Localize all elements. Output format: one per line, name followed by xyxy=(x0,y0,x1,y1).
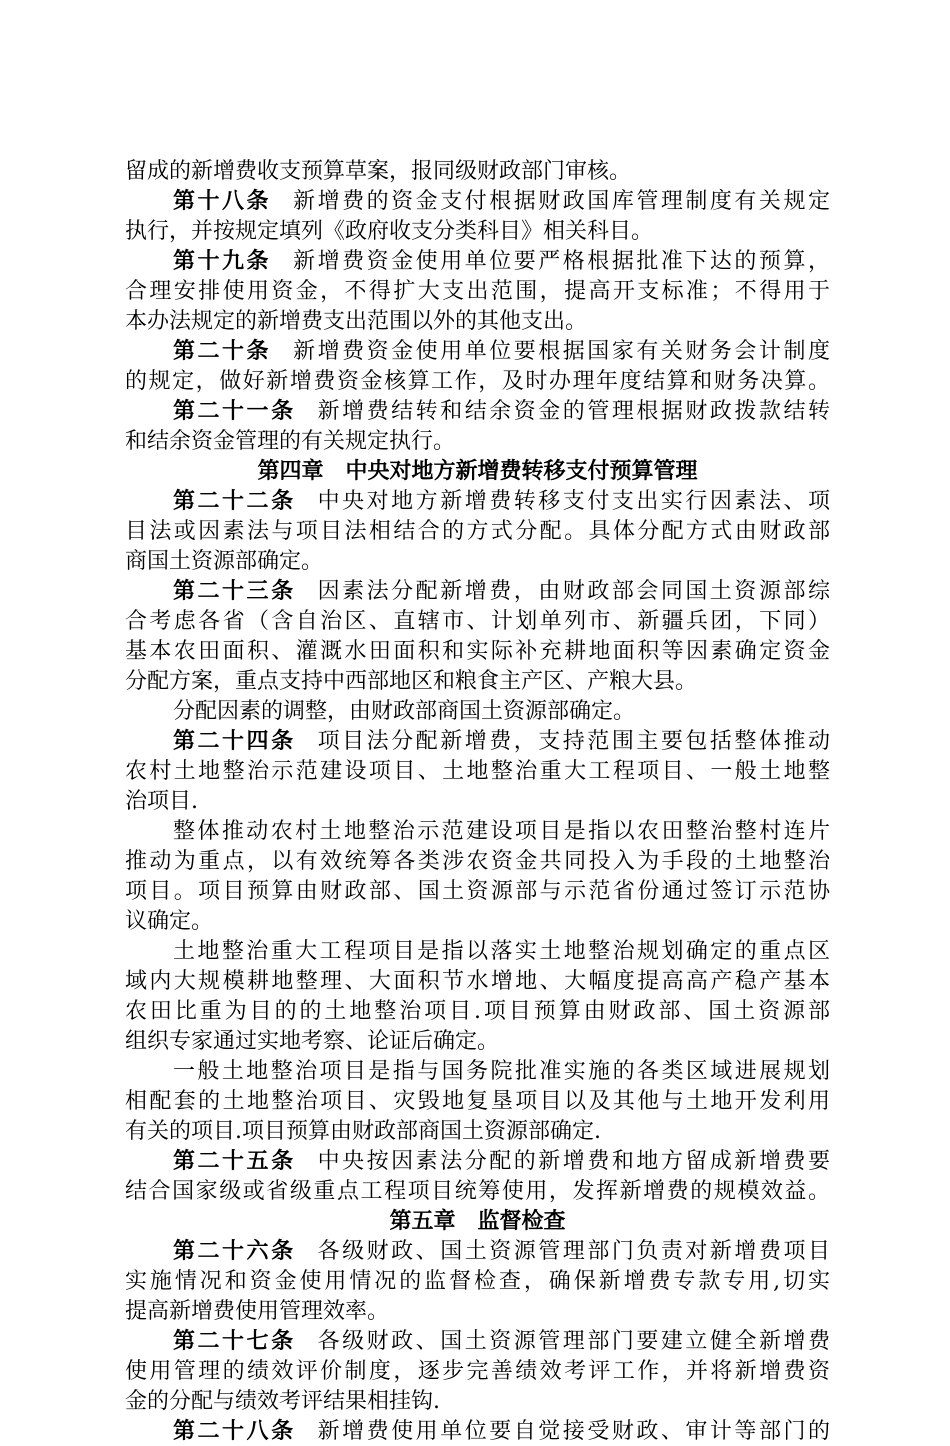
text-line: 本办法规定的新增费支出范围以外的其他支出。 xyxy=(125,309,588,334)
text-line: 商国土资源部确定。 xyxy=(125,549,324,574)
article-number: 第十八条 xyxy=(173,189,272,214)
text-line: 域内大规模耕地整理、大面积节水增地、大幅度提高高产稳产基本 xyxy=(125,969,830,994)
article-26: 第二十六条 各级财政、国土资源管理部门负责对新增费项目 xyxy=(173,1239,830,1264)
article-number: 第二十五条 xyxy=(173,1149,296,1174)
article-24: 第二十四条 项目法分配新增费，支持范围主要包括整体推动 xyxy=(173,729,830,754)
article-21: 第二十一条 新增费结转和结余资金的管理根据财政拨款结转 xyxy=(173,399,830,424)
text-line: 合考虑各省（含自治区、直辖市、计划单列市、新疆兵团，下同） xyxy=(125,609,830,634)
text-line: 整体推动农村土地整治示范建设项目是指以农田整治整村连片 xyxy=(173,819,830,844)
text-line: 留成的新增费收支预算草案，报同级财政部门审核。 xyxy=(125,159,632,184)
article-28: 第二十八条 新增费使用单位要自觉接受财政、审计等部门的 xyxy=(173,1419,830,1444)
text-line: 和结余资金管理的有关规定执行。 xyxy=(125,429,456,454)
text-line: 基本农田面积、灌溉水田面积和实际补充耕地面积等因素确定资金 xyxy=(125,639,830,664)
text-line: 目法或因素法与项目法相结合的方式分配。具体分配方式由财政部 xyxy=(125,519,830,544)
article-number: 第二十四条 xyxy=(173,729,296,754)
article-27: 第二十七条 各级财政、国土资源管理部门要建立健全新增费 xyxy=(173,1329,830,1354)
text-line: 实施情况和资金使用情况的监督检查，确保新增费专款专用,切实 xyxy=(125,1269,830,1294)
text-line: 金的分配与绩效考评结果相挂钩. xyxy=(125,1389,440,1414)
text-line: 有关的项目.项目预算由财政部商国土资源部确定. xyxy=(125,1119,601,1144)
text-line: 治项目. xyxy=(125,789,198,814)
article-number: 第二十一条 xyxy=(173,399,296,424)
text-line: 组织专家通过实地考察、论证后确定。 xyxy=(125,1029,500,1054)
text-line: 土地整治重大工程项目是指以落实土地整治规划确定的重点区 xyxy=(173,939,830,964)
article-number: 第二十八条 xyxy=(173,1419,296,1444)
article-23: 第二十三条 因素法分配新增费，由财政部会同国土资源部综 xyxy=(173,579,830,604)
text-line: 议确定。 xyxy=(125,909,214,934)
text-line: 使用管理的绩效评价制度，逐步完善绩效考评工作，并将新增费资 xyxy=(125,1359,830,1384)
text-line: 合理安排使用资金，不得扩大支出范围，提高开支标准；不得用于 xyxy=(125,279,830,304)
article-22: 第二十二条 中央对地方新增费转移支付支出实行因素法、项 xyxy=(173,489,830,514)
text-line: 分配方案，重点支持中西部地区和粮食主产区、产粮大县。 xyxy=(125,669,698,694)
text-line: 的规定，做好新增费资金核算工作，及时办理年度结算和财务决算。 xyxy=(125,369,830,394)
article-20: 第二十条 新增费资金使用单位要根据国家有关财务会计制度 xyxy=(173,339,830,364)
text-line: 执行，并按规定填列《政府收支分类科目》相关科目。 xyxy=(125,219,654,244)
article-number: 第二十七条 xyxy=(173,1329,296,1354)
article-number: 第二十二条 xyxy=(173,489,296,514)
text-line: 提高新增费使用管理效率。 xyxy=(125,1299,390,1324)
article-number: 第十九条 xyxy=(173,249,272,274)
text-line: 农村土地整治示范建设项目、土地整治重大工程项目、一般土地整 xyxy=(125,759,830,784)
article-19: 第十九条 新增费资金使用单位要严格根据批准下达的预算， xyxy=(173,249,830,274)
text-line: 农田比重为目的的土地整治项目.项目预算由财政部、国土资源部 xyxy=(125,999,830,1024)
chapter-5-heading: 第五章 监督检查 xyxy=(389,1209,566,1234)
text-line: 项目。项目预算由财政部、国土资源部与示范省份通过签订示范协 xyxy=(125,879,830,904)
article-25: 第二十五条 中央按因素法分配的新增费和地方留成新增费要 xyxy=(173,1149,830,1174)
text-line: 推动为重点，以有效统筹各类涉农资金共同投入为手段的土地整治 xyxy=(125,849,830,874)
article-number: 第二十条 xyxy=(173,339,272,364)
text-line: 结合国家级或省级重点工程项目统筹使用，发挥新增费的规模效益。 xyxy=(125,1179,830,1204)
chapter-4-heading: 第四章 中央对地方新增费转移支付预算管理 xyxy=(257,459,698,484)
article-number: 第二十六条 xyxy=(173,1239,296,1264)
text-line: 一般土地整治项目是指与国务院批准实施的各类区域进展规划 xyxy=(173,1059,830,1084)
text-line: 分配因素的调整，由财政部商国土资源部确定。 xyxy=(173,699,636,724)
text-line: 相配套的土地整治项目、灾毁地复垦项目以及其他与土地开发利用 xyxy=(125,1089,830,1114)
article-number: 第二十三条 xyxy=(173,579,296,604)
article-18: 第十八条 新增费的资金支付根据财政国库管理制度有关规定 xyxy=(173,189,830,214)
